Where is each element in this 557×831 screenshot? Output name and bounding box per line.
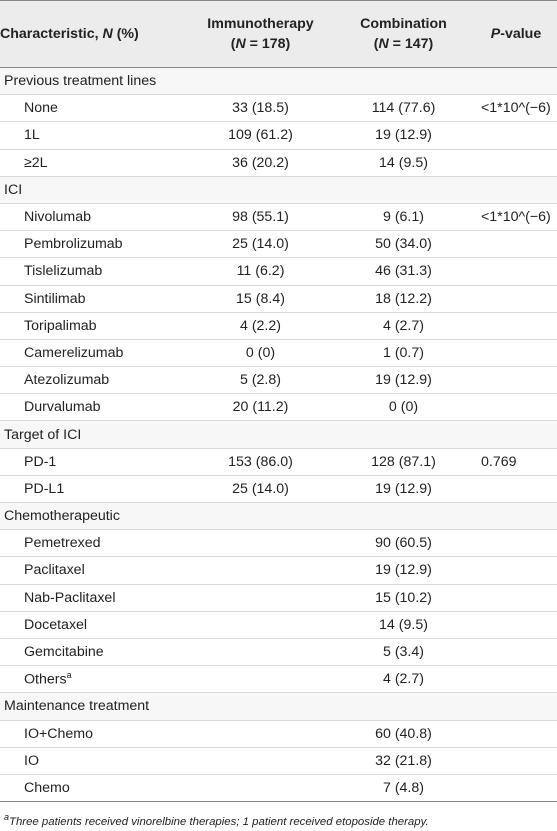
header-characteristic-unit: (%) [112, 26, 139, 42]
immunotherapy-cell [189, 774, 332, 801]
combination-cell: 14 (9.5) [332, 611, 475, 638]
table-header [0, 1, 557, 68]
row-label: IO+Chemo [0, 720, 189, 747]
row-label: Target of ICI [0, 421, 189, 448]
immunotherapy-cell: 33 (18.5) [189, 95, 332, 122]
combination-cell [332, 421, 475, 448]
immunotherapy-cell [189, 68, 332, 95]
p-value-cell [475, 176, 557, 203]
row-label: Chemotherapeutic [0, 503, 189, 530]
immunotherapy-cell: 153 (86.0) [189, 448, 332, 475]
table-group-row [0, 503, 557, 530]
row-label [0, 666, 189, 693]
immunotherapy-cell [189, 720, 332, 747]
row-label: Paclitaxel [0, 557, 189, 584]
row-label: Pemetrexed [0, 530, 189, 557]
p-value-cell [475, 774, 557, 801]
combination-cell: 19 (12.9) [332, 475, 475, 502]
row-label: Durvalumab [0, 394, 189, 421]
table-row [0, 339, 557, 366]
table-row [0, 747, 557, 774]
p-value-cell [475, 666, 557, 693]
combination-cell: 4 (2.7) [332, 666, 475, 693]
header-p-value [475, 1, 557, 68]
p-value-cell [475, 693, 557, 720]
immunotherapy-cell [189, 666, 332, 693]
table-row [0, 367, 557, 394]
footnote-text: Three patients received vinorelbine therapies; 1 patient received etoposide therapy. [9, 815, 429, 828]
immunotherapy-cell [189, 530, 332, 557]
combination-cell: 9 (6.1) [332, 203, 475, 230]
row-label: Atezolizumab [0, 367, 189, 394]
combination-cell: 90 (60.5) [332, 530, 475, 557]
p-value-cell [475, 149, 557, 176]
combination-cell [332, 693, 475, 720]
combination-cell: 60 (40.8) [332, 720, 475, 747]
combination-cell [332, 68, 475, 95]
row-label: None [0, 95, 189, 122]
p-value-cell [475, 231, 557, 258]
immunotherapy-cell: 25 (14.0) [189, 231, 332, 258]
row-label: Sintilimab [0, 285, 189, 312]
row-label: Toripalimab [0, 312, 189, 339]
table-group-row [0, 421, 557, 448]
row-label: Pembrolizumab [0, 231, 189, 258]
p-value-cell [475, 258, 557, 285]
table-row [0, 394, 557, 421]
combination-cell: 18 (12.2) [332, 285, 475, 312]
immunotherapy-cell: 15 (8.4) [189, 285, 332, 312]
row-label: Tislelizumab [0, 258, 189, 285]
combination-cell: 114 (77.6) [332, 95, 475, 122]
p-value-cell [475, 312, 557, 339]
header-p-suffix: -value [500, 26, 542, 42]
immunotherapy-cell [189, 638, 332, 665]
immunotherapy-cell [189, 176, 332, 203]
row-label: ≥2L [0, 149, 189, 176]
table-row [0, 720, 557, 747]
combination-cell: 15 (10.2) [332, 584, 475, 611]
combination-cell [332, 503, 475, 530]
table-row [0, 638, 557, 665]
combination-cell: 128 (87.1) [332, 448, 475, 475]
table-group-row [0, 176, 557, 203]
row-label: Gemcitabine [0, 638, 189, 665]
combination-cell: 7 (4.8) [332, 774, 475, 801]
p-value-cell [475, 285, 557, 312]
combination-cell: 19 (12.9) [332, 122, 475, 149]
combination-cell [332, 176, 475, 203]
row-label: Chemo [0, 774, 189, 801]
immunotherapy-cell [189, 611, 332, 638]
p-value-cell [475, 503, 557, 530]
header-characteristic-n: N [102, 26, 113, 42]
p-value-cell [475, 394, 557, 421]
p-value-cell: <1*10^(−6) [475, 95, 557, 122]
immunotherapy-cell: 0 (0) [189, 339, 332, 366]
table-row [0, 258, 557, 285]
combination-cell: 19 (12.9) [332, 557, 475, 584]
immunotherapy-cell [189, 503, 332, 530]
combination-cell: 32 (21.8) [332, 747, 475, 774]
p-value-cell [475, 584, 557, 611]
table-row [0, 530, 557, 557]
immunotherapy-cell [189, 584, 332, 611]
combination-cell: 4 (2.7) [332, 312, 475, 339]
table-row [0, 149, 557, 176]
combination-cell: 19 (12.9) [332, 367, 475, 394]
table-row [0, 475, 557, 502]
row-label: Docetaxel [0, 611, 189, 638]
header-characteristic-label: Characteristic, [0, 26, 103, 42]
table-group-row [0, 68, 557, 95]
immunotherapy-cell: 5 (2.8) [189, 367, 332, 394]
immunotherapy-cell: 20 (11.2) [189, 394, 332, 421]
row-label: IO [0, 747, 189, 774]
row-label: Camerelizumab [0, 339, 189, 366]
immunotherapy-cell: 36 (20.2) [189, 149, 332, 176]
table-row [0, 557, 557, 584]
p-value-cell [475, 720, 557, 747]
combination-cell: 1 (0.7) [332, 339, 475, 366]
p-value-cell [475, 68, 557, 95]
row-label: Maintenance treatment [0, 693, 189, 720]
header-combination-title: Combination [360, 16, 447, 32]
immunotherapy-cell [189, 557, 332, 584]
immunotherapy-cell: 11 (6.2) [189, 258, 332, 285]
table-footnote [0, 802, 557, 828]
table-row [0, 774, 557, 801]
header-immunotherapy-title: Immunotherapy [207, 16, 314, 32]
table-row [0, 203, 557, 230]
header-characteristic [0, 1, 189, 68]
header-immunotherapy [189, 1, 332, 68]
row-label: ICI [0, 176, 189, 203]
combination-cell: 50 (34.0) [332, 231, 475, 258]
p-value-cell [475, 367, 557, 394]
p-value-cell: 0.769 [475, 448, 557, 475]
header-immunotherapy-n: (N = 178) [230, 36, 291, 52]
header-p-letter: P [490, 26, 501, 42]
immunotherapy-cell: 25 (14.0) [189, 475, 332, 502]
immunotherapy-cell [189, 693, 332, 720]
table-row [0, 285, 557, 312]
p-value-cell [475, 611, 557, 638]
p-value-cell [475, 122, 557, 149]
combination-cell: 14 (9.5) [332, 149, 475, 176]
row-label: PD-L1 [0, 475, 189, 502]
row-label: Previous treatment lines [0, 68, 189, 95]
footnote-marker: a [4, 812, 10, 823]
immunotherapy-cell: 98 (55.1) [189, 203, 332, 230]
immunotherapy-cell: 109 (61.2) [189, 122, 332, 149]
p-value-cell [475, 530, 557, 557]
row-label: Nivolumab [0, 203, 189, 230]
p-value-cell [475, 638, 557, 665]
table-row [0, 312, 557, 339]
immunotherapy-cell [189, 421, 332, 448]
p-value-cell: <1*10^(−6) [475, 203, 557, 230]
header-combination-n: (N = 147) [373, 36, 434, 52]
table-body [0, 68, 557, 802]
table-row [0, 231, 557, 258]
header-combination [332, 1, 475, 68]
immunotherapy-cell: 4 (2.2) [189, 312, 332, 339]
immunotherapy-cell [189, 747, 332, 774]
table-row [0, 122, 557, 149]
combination-cell: 5 (3.4) [332, 638, 475, 665]
table-group-row [0, 693, 557, 720]
row-label: Nab-Paclitaxel [0, 584, 189, 611]
table-row [0, 95, 557, 122]
p-value-cell [475, 557, 557, 584]
combination-cell: 0 (0) [332, 394, 475, 421]
p-value-cell [475, 475, 557, 502]
p-value-cell [475, 747, 557, 774]
combination-cell: 46 (31.3) [332, 258, 475, 285]
p-value-cell [475, 421, 557, 448]
p-value-cell [475, 339, 557, 366]
row-label-footnote-marker: a [66, 670, 72, 681]
table-row [0, 611, 557, 638]
header-row [0, 1, 557, 68]
row-label-text: Others [24, 672, 67, 689]
row-label: PD-1 [0, 448, 189, 475]
table-row [0, 666, 557, 693]
table-row [0, 448, 557, 475]
table-row [0, 584, 557, 611]
row-label: 1L [0, 122, 189, 149]
